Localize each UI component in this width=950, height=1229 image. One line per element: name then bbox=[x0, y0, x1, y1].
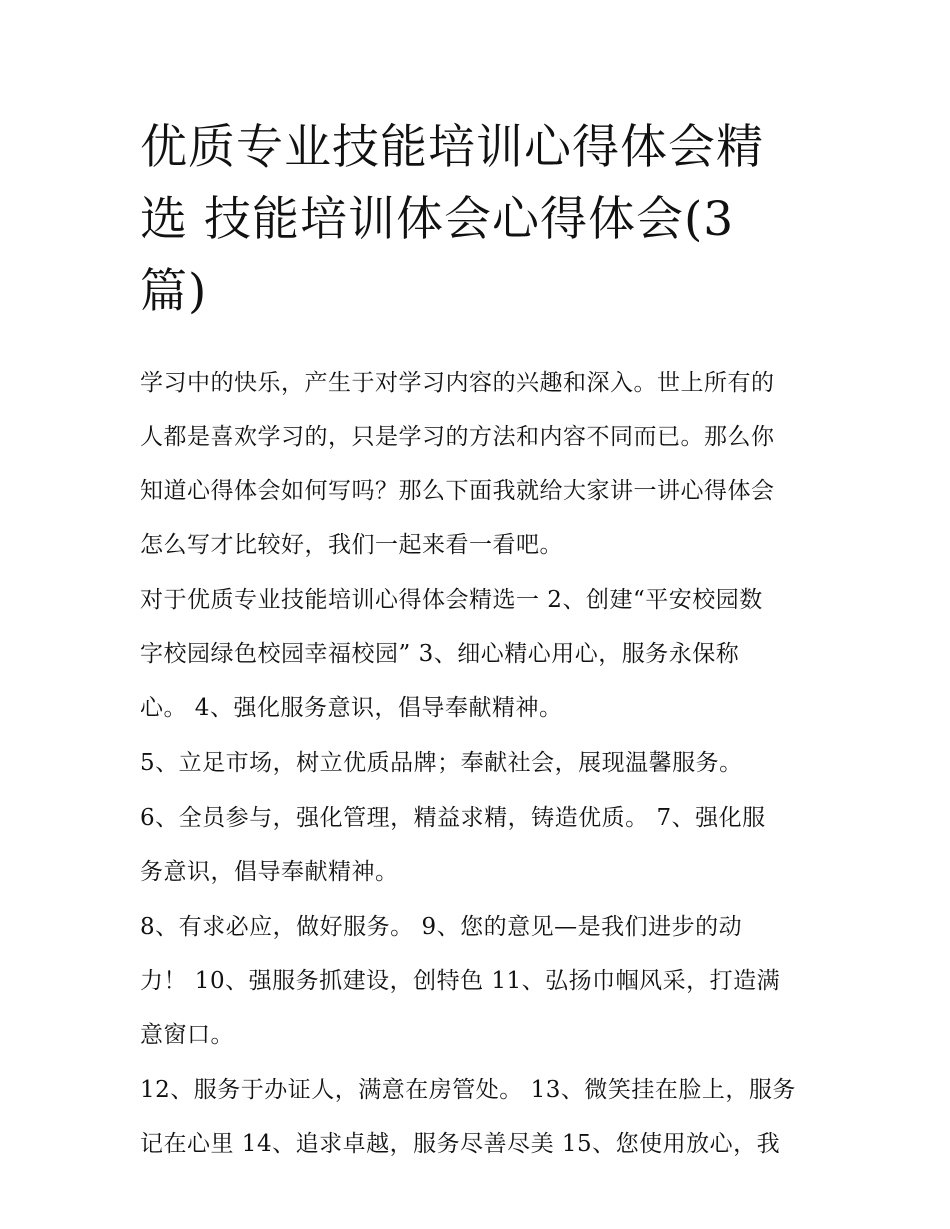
slogan-paragraph bbox=[140, 791, 820, 899]
text-line: 记在心里 14、追求卓越，服务尽善尽美 15、您使用放心，我 bbox=[140, 1131, 781, 1157]
title-line: 篇) bbox=[140, 264, 208, 319]
intro-paragraph bbox=[140, 356, 820, 572]
text-line: 对于优质专业技能培训心得体会精选一 2、创建“平安校园数 bbox=[140, 587, 763, 613]
document-body bbox=[140, 356, 820, 1172]
text-line: 力！ 10、强服务抓建设，创特色 11、弘扬巾帼风采，打造满 bbox=[140, 968, 781, 994]
text-line: 8、有求必应，做好服务。 9、您的意见—是我们进步的动 bbox=[140, 914, 743, 940]
text-line: 怎么写才比较好，我们一起来看一看吧。 bbox=[140, 532, 563, 558]
text-line: 5、立足市场，树立优质品牌；奉献社会，展现温馨服务。 bbox=[140, 750, 743, 776]
text-line: 12、服务于办证人，满意在房管处。 13、微笑挂在脸上，服务 bbox=[140, 1077, 796, 1103]
document-title bbox=[140, 112, 820, 328]
text-line: 意窗口。 bbox=[140, 1022, 234, 1048]
text-line: 人都是喜欢学习的，只是学习的方法和内容不同而已。那么你 bbox=[140, 424, 775, 450]
text-line: 知道心得体会如何写吗？那么下面我就给大家讲一讲心得体会 bbox=[140, 478, 775, 504]
slogan-paragraph bbox=[140, 573, 820, 735]
slogan-paragraph bbox=[140, 736, 820, 790]
title-line: 选 技能培训体会心得体会(3 bbox=[140, 192, 735, 247]
title-line: 优质专业技能培训心得体会精 bbox=[140, 120, 764, 175]
text-line: 心。 4、强化服务意识，倡导奉献精神。 bbox=[140, 695, 563, 721]
text-line: 6、全员参与，强化管理，精益求精，铸造优质。 7、强化服 bbox=[140, 805, 766, 831]
slogan-paragraph bbox=[140, 900, 820, 1062]
slogan-paragraph bbox=[140, 1063, 820, 1171]
text-line: 务意识，倡导奉献精神。 bbox=[140, 859, 399, 885]
text-line: 学习中的快乐，产生于对学习内容的兴趣和深入。世上所有的 bbox=[140, 370, 775, 396]
text-line: 字校园绿色校园幸福校园” 3、细心精心用心，服务永保称 bbox=[140, 641, 740, 667]
